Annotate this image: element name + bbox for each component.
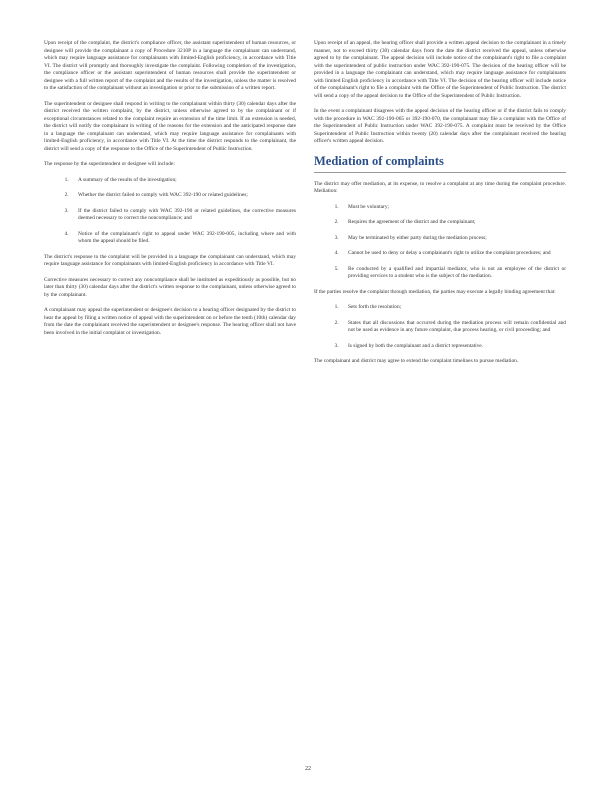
list-item: 2. Requires the agreement of the district and the complainant; <box>340 219 566 227</box>
mediation-agreement-intro: If the parties resolve the complaint through mediation, the parties may execute a legally binding agreement that: <box>314 288 556 295</box>
list-item: 2. Whether the district failed to comply with WAC 392-190 or related guidelines; <box>70 192 296 200</box>
mediation-conditions-list <box>314 204 566 281</box>
ospi-complaint-paragraph: In the event a complainant disagrees with the appeal decision of the hearing officer or if the district fails to comply with the procedure in WAC 392-190-065 or 392-190-070, the complainant may file a complaint with the Office of the Superintendent of Public Instruction under WAC 392-190-075. A complaint must be received by the Office Superintendent of Public Instruction within twenty (20) calendar days after the complainant received the hearing officer's written appeal decision. <box>314 108 566 144</box>
list-item: 5. Be conducted by a qualified and impartial mediator, who is not an employee of the district or providing services to a student who is the subject of the mediation. <box>340 266 566 281</box>
list-item: 3. Is signed by both the complainant and a district representative. <box>340 343 566 351</box>
right-column <box>314 40 566 374</box>
response-language-paragraph: The district's response to the complaint will be provided in a language the complainant can understand, which may require language assistance for complainants with limited-English proficiency in accordance with Title VI. <box>44 253 296 267</box>
list-item: 2. States that all discussions that occurred during the mediation process will remain confidential and not be used as evidence in any future complaint, due process hearing, or civil proceeding; and <box>340 320 566 335</box>
agreement-terms-list <box>314 304 566 350</box>
heading-divider <box>314 172 566 173</box>
superintendent-response-paragraph: The superintendent or designee shall respond in writing to the complainant within thirty (30) calendar days after the district received the written complaint, by the district, unless otherwise agreed to by the complainant or if exceptional circumstances related to the complaint require an extension of the time limit. If an extension is needed, the district will notify the complainant in writing of the reasons for the extension and the anticipated response date in a language the complainant can understand, which may require language assistance for complainants with limited-English proficiency, in accordance with Title VI. At the time the district responds to the complainant, the district will send a copy of the response to the Office of the Superintendent of Public Instruction. <box>44 100 296 152</box>
list-item: 4. Cannot be used to deny or delay a complainant's right to utilize the complaint procedures; and <box>340 250 566 258</box>
list-item: 4. Notice of the complainant's right to appeal under WAC 392-190-005, including where and with whom the appeal should be filed. <box>70 231 296 246</box>
list-item: 1. Must be voluntary; <box>340 204 566 212</box>
corrective-measures-paragraph: Corrective measures necessary to correct any noncompliance shall be instituted as expeditiously as possible, but no later than thirty (30) calendar days after the district's written response to the complainant, unless otherwise agreed to by the complainant. <box>44 276 296 298</box>
response-contents-list <box>44 177 296 246</box>
appeal-decision-paragraph: Upon receipt of an appeal, the hearing officer shall provide a written appeal decision to the complainant in a timely manner, not to exceed thirty (30) calendar days from the date the district received the appeal, unless otherwise agreed to by the complainant. The appeal decision will include notice of the complainant's right to file a complaint with the superintendent of public instruction under WAC 392-190-075. The decision of the hearing officer will be provided in a language the complainant can understand, which may require language assistance for complainants with limited English proficiency in accordance with Title VI. The decision of the hearing officer will include notice of the complainant's right to file a complaint with the Office of the Superintendent of Public Instruction. The district will send a copy of the appeal decision to the Office of the Superintendent of Public Instruction. <box>314 40 566 99</box>
section-heading: Mediation of complaints <box>314 153 444 168</box>
mediation-intro: The district may offer mediation, at its expense, to resolve a complaint at any time during the complaint procedure. Mediation: <box>314 180 566 194</box>
list-item: 3. If the district failed to comply with WAC 392-190 or related guidelines, the corrective measures deemed necessary to correct the noncompliance; and <box>70 208 296 223</box>
page-number: 22 <box>305 766 311 772</box>
left-column <box>44 40 296 345</box>
list-item: 3. May be terminated by either party during the mediation process; <box>340 235 566 243</box>
complaint-receipt-paragraph: Upon receipt of the complaint, the district's compliance officer, the assistant superintendent of human resources, or designee will provide the complainant a copy of Procedure 3210P in a language the complainant can understand, which may require language assistance for complainants with limited-English proficiency, in accordance with Title VI. The district will promptly and thoroughly investigate the complaint. Following completion of the investigation, the compliance officer or the assistant superintendent of human resources shall provide the superintendent or designee with a full written report of the complaint and the results of the investigation, unless the matter is resolved to the satisfaction of the complainant without an investigation or prior to the submission of a written report. <box>44 40 296 91</box>
response-contents-intro: The response by the superintendent or designee will include: <box>44 161 175 167</box>
appeal-paragraph: A complainant may appeal the superintendent or designee's decision to a hearing officer designated by the district to hear the appeal by filing a written notice of appeal with the superintendent on or before the tenth (10th) calendar day from the date the complainant received the superintendent or designee's response. The hearing officer shall not have been involved in the initial complaint or investigation. <box>44 307 296 336</box>
list-item: 1. Sets forth the resolution; <box>340 304 566 312</box>
list-item: 1. A summary of the results of the investigation; <box>70 177 296 185</box>
timeline-extension-paragraph: The complainant and district may agree to extend the complaint timelines to pursue mediation. <box>314 358 519 364</box>
